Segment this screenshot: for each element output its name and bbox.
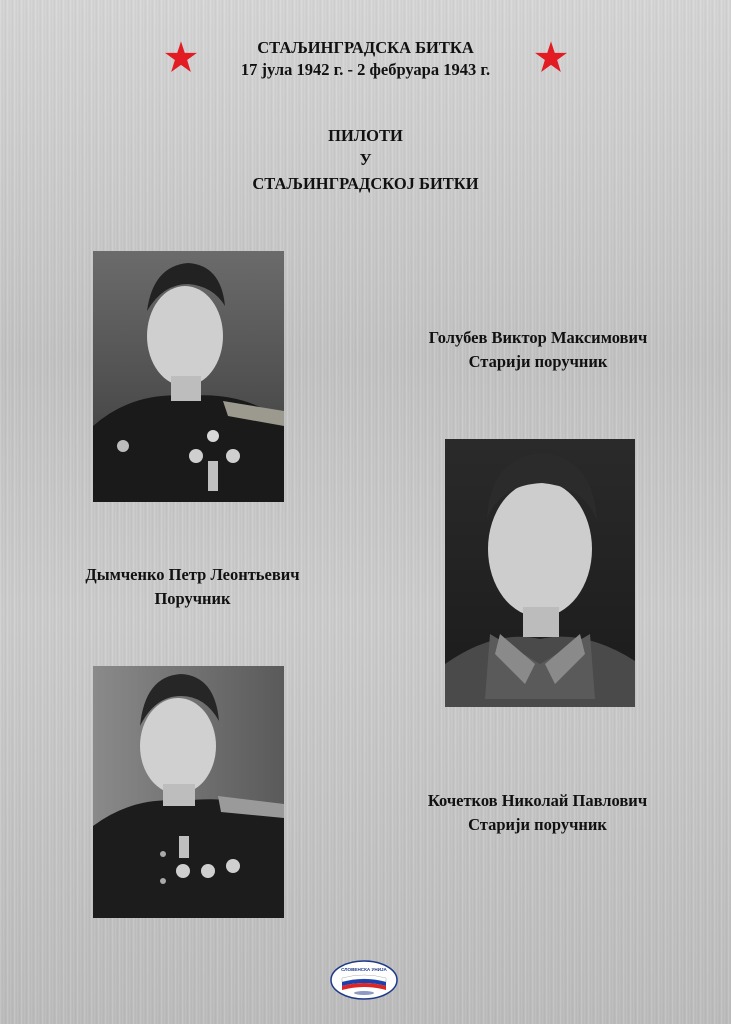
section-title-line-1: ПИЛОТИ	[328, 126, 403, 145]
caption-kochetkov	[385, 789, 690, 837]
caption-dymchenko	[40, 563, 345, 611]
pilot-rank: Старији поручник	[468, 815, 607, 834]
pilot-name: Голубев Виктор Максимович	[428, 328, 648, 347]
page-header	[0, 37, 731, 81]
pilot-name: Дымченко Петр Леонтьевич	[85, 565, 300, 584]
date-range: 17 јула 1942 г. - 2 фебруара 1943 г.	[240, 60, 491, 79]
caption-golubev	[383, 326, 693, 374]
pilot-rank: Старији поручник	[468, 352, 608, 371]
portrait-photo-kochetkov	[93, 666, 284, 918]
pilot-rank: Поручник	[154, 589, 231, 608]
logo-text: СЛОВЕНСКА УНИЈА	[341, 967, 387, 972]
section-title-line-3: СТАЉИНГРАДСКОЈ БИТКИ	[252, 174, 479, 193]
section-title	[0, 124, 731, 196]
portrait-photo-golubev	[445, 439, 635, 707]
page-title: СТАЉИНГРАДСКА БИТКА	[257, 38, 474, 57]
portrait-photo-dymchenko	[93, 251, 284, 502]
pilot-name: Кочетков Николай Павлович	[427, 791, 648, 810]
section-title-line-2: У	[359, 150, 372, 169]
slavic-union-logo	[330, 960, 398, 1000]
